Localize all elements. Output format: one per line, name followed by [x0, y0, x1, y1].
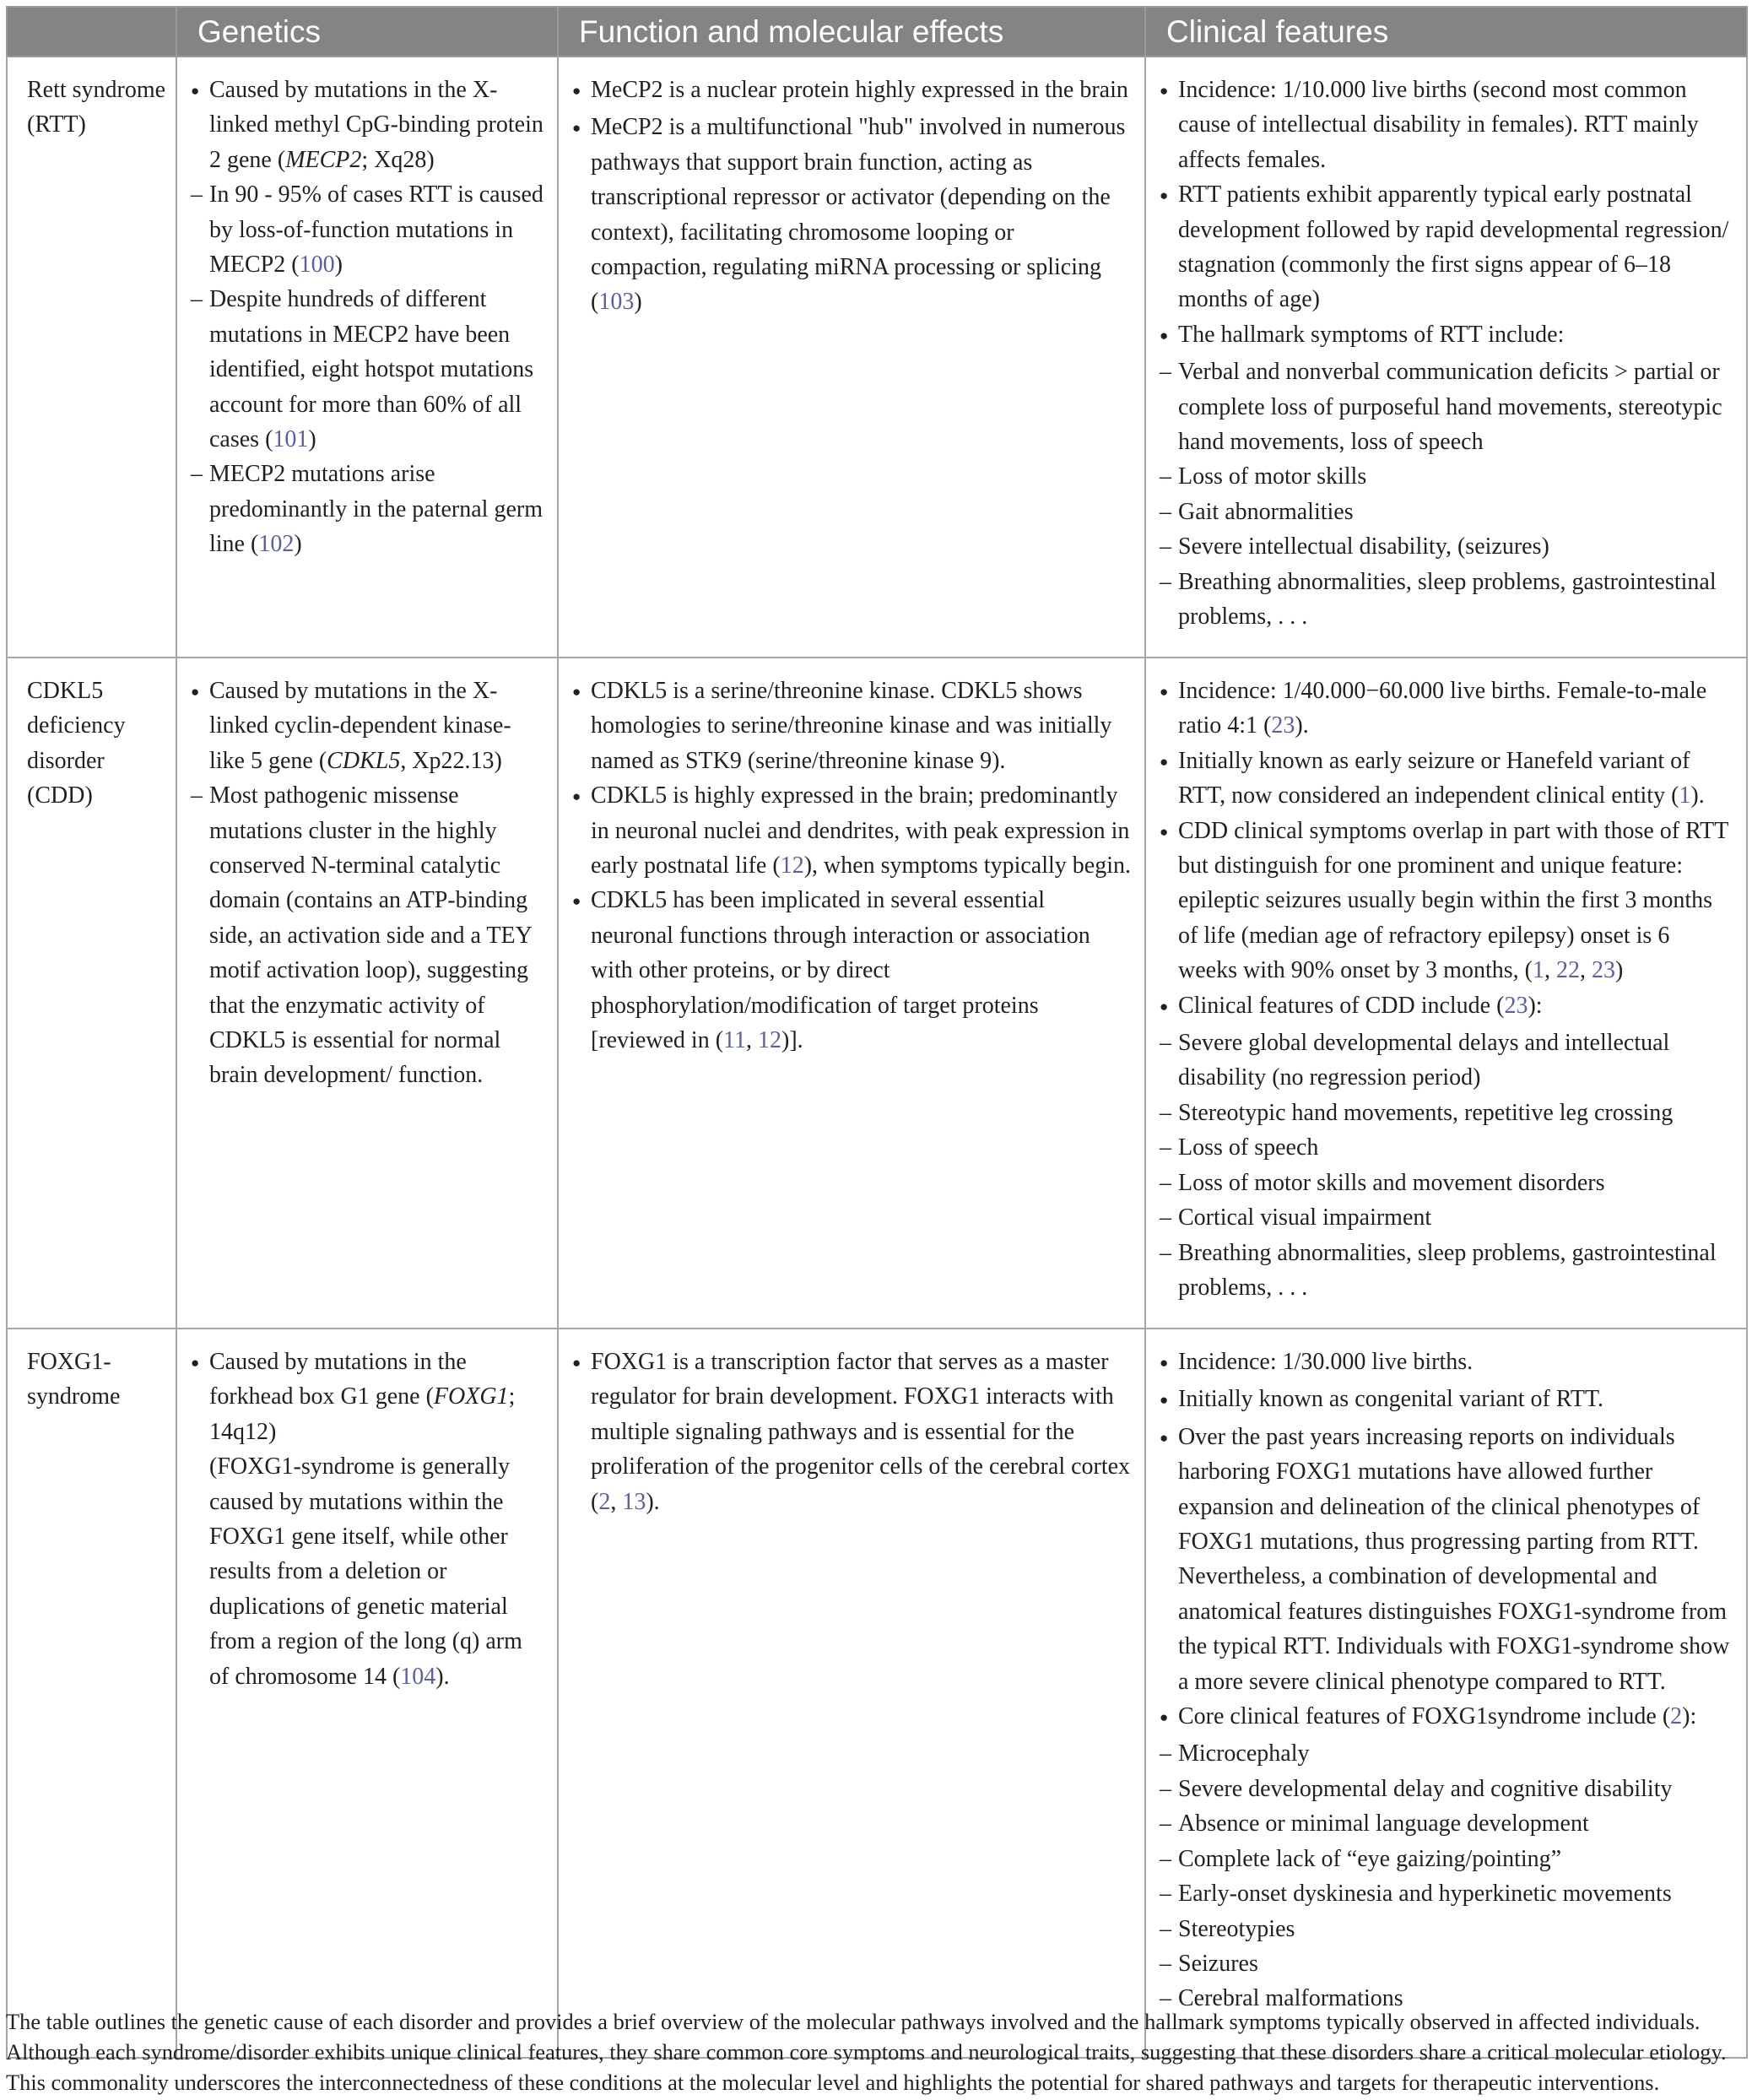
bullet-marker: ●: [572, 893, 581, 910]
list-item-text: Caused by mutations in the X-linked methyl CpG-binding protein 2 gene (MECP2; Xq28): [209, 77, 543, 173]
indent-spacer: [191, 1449, 209, 1694]
citation-link[interactable]: 104: [400, 1663, 436, 1690]
list-item: [191, 282, 543, 457]
bullet-marker: ●: [1160, 753, 1169, 770]
dash-marker: –: [1160, 463, 1171, 490]
citation-link[interactable]: 2: [598, 1488, 611, 1515]
bullet-marker: ●: [1160, 998, 1169, 1015]
clinical-cell: [1145, 1329, 1747, 2058]
citation-link[interactable]: 13: [622, 1488, 646, 1515]
dash-marker: –: [1160, 1204, 1171, 1231]
list-item-text: CDKL5 has been implicated in several essential neuronal functions through interaction or association with other proteins, or by direct phosphorylation/modification of target proteins [reviewed in (11, 12)].: [591, 887, 1090, 1054]
list-item: [1160, 565, 1733, 635]
genetics-cell: [176, 658, 558, 1329]
list-item: [1160, 1842, 1733, 1876]
dash-marker: –: [1160, 1775, 1171, 1802]
table-row-foxg1: [7, 1329, 1747, 2058]
list-item-text: CDD clinical symptoms overlap in part with those of RTT but distinguish for one prominent and unique feature: epileptic seizures usually begin within the first 3 months of life (median age of refractory epilepsy) onset is 6 weeks with 90% onset by 3 months, (1, 22, 23): [1178, 817, 1728, 984]
bullet-marker: ●: [1160, 684, 1169, 700]
list-item-text: Loss of motor skills and movement disorders: [1178, 1169, 1605, 1196]
citation-link[interactable]: 23: [1504, 992, 1528, 1019]
list-item-text: Complete lack of “eye gaizing/pointing”: [1178, 1845, 1562, 1872]
list-item: [1160, 1345, 1733, 1382]
list-item-text: RTT patients exhibit apparently typical early postnatal development followed by rapid developmental regression/ stagnation (commonly the first signs appear of 6–18 months of age): [1178, 181, 1729, 313]
list-item-text: The hallmark symptoms of RTT include:: [1178, 321, 1565, 348]
header-function: Function and molecular effects: [558, 7, 1145, 57]
dash-marker: –: [1160, 1169, 1171, 1196]
dash-marker: –: [1160, 1915, 1171, 1942]
list-item-text: Over the past years increasing reports on individuals harboring FOXG1 mutations have allowed further expansion and delineation of the clinical phenotypes of FOXG1 mutations, thus progressing parting from RTT. Nevertheless, a combination of developmental and anatomical features distinguishes FOXG1-syndrome from the typical RTT. Individuals with FOXG1-syndrome show a more severe clinical phenotype compared to RTT.: [1178, 1423, 1730, 1695]
list-item-text: Clinical features of CDD include (23):: [1178, 992, 1543, 1019]
list-item-text: FOXG1 is a transcription factor that serves as a master regulator for brain development. FOXG1 interacts with multiple signaling pathways and is essential for the proliferation of the progenitor cells of the cerebral cortex (2, 13).: [591, 1349, 1131, 1515]
bullet-marker: ●: [572, 120, 581, 137]
bullet-marker: ●: [572, 83, 581, 99]
dash-marker: –: [1160, 1030, 1171, 1057]
list-item: [191, 778, 543, 1093]
function-cell: [558, 1329, 1145, 2058]
list-item-text: CDKL5 is a serine/threonine kinase. CDKL5 shows homologies to serine/threonine kinase and was initially named as STK9 (serine/threonine kinase 9).: [591, 678, 1112, 774]
list-item-text: Loss of speech: [1178, 1134, 1319, 1161]
function-cell: [558, 658, 1145, 1329]
list-item-text: MeCP2 is a nuclear protein highly expressed in the brain: [591, 77, 1128, 103]
list-item-text: Caused by mutations in the forkhead box G1 gene (FOXG1; 14q12): [209, 1349, 516, 1445]
dash-marker: –: [1160, 1740, 1171, 1767]
genetics-cell: [176, 1329, 558, 2058]
list-item-text: Early-onset dyskinesia and hyperkinetic movements: [1178, 1881, 1672, 1908]
list-item-text: Stereotypic hand movements, repetitive leg crossing: [1178, 1099, 1674, 1126]
list-item: [1160, 177, 1733, 317]
dash-marker: –: [191, 181, 203, 208]
citation-link[interactable]: 2: [1670, 1703, 1683, 1730]
disorder-name-cell: FOXG1-syndrome: [7, 1329, 176, 2058]
dash-marker: –: [1160, 498, 1171, 525]
citation-link[interactable]: 12: [780, 852, 804, 880]
bullet-marker: ●: [572, 684, 581, 700]
list-item: [1160, 814, 1733, 988]
list-item: [1160, 1130, 1733, 1165]
table-row-cdd: [7, 658, 1747, 1329]
list-item: [1160, 1876, 1733, 1911]
dash-marker: –: [191, 461, 203, 488]
list-item: [191, 457, 543, 561]
list-item-text: Incidence: 1/10.000 live births (second most common cause of intellectual disability in females). RTT mainly affects females.: [1178, 77, 1699, 173]
list-item: [191, 73, 543, 177]
list-item-text: Incidence: 1/30.000 live births.: [1178, 1349, 1474, 1375]
list-item: [1160, 1736, 1733, 1771]
list-item: [1160, 1946, 1733, 1981]
bullet-marker: ●: [191, 1355, 200, 1371]
list-item: [572, 73, 1131, 110]
list-item-text: Gait abnormalities: [1178, 498, 1354, 525]
citation-link[interactable]: 100: [299, 252, 335, 279]
bullet-marker: ●: [1160, 83, 1169, 99]
list-item-text: Severe intellectual disability, (seizures): [1178, 533, 1549, 560]
list-item-text: (FOXG1-syndrome is generally caused by mutations within the FOXG1 gene itself, while other results from a deletion or duplications of genetic material from a region of the long (q) arm of chromosome 14 (104).: [209, 1453, 522, 1690]
table-footnote: The table outlines the genetic cause of each disorder and provides a brief overview of the molecular pathways involved and the hallmark symptoms typically observed in affected individuals. Although each syndrome/disorder exhibits unique clinical features, they share common core symptoms and neurological traits, suggesting that these disorders share a critical molecular etiology. This commonality underscores the interconnectedness of these conditions at the molecular level and highlights the potential for shared pathways and targets for therapeutic interventions.: [6, 2009, 1727, 2095]
function-cell: [558, 57, 1145, 658]
list-item: [1160, 1236, 1733, 1306]
genetics-cell: [176, 57, 558, 658]
disorder-comparison-table: [6, 6, 1748, 2059]
citation-link[interactable]: 103: [598, 289, 635, 316]
list-item: [1160, 1382, 1733, 1419]
list-item: [1160, 317, 1733, 355]
dash-marker: –: [1160, 1950, 1171, 1977]
list-item: [191, 674, 543, 778]
comparison-table-container: [6, 6, 1746, 2059]
header-row: [7, 7, 1747, 57]
list-item-text: Initially known as congenital variant of RTT.: [1178, 1386, 1603, 1413]
bullet-marker: ●: [1160, 327, 1169, 344]
dash-marker: –: [191, 782, 203, 809]
list-item: [191, 177, 543, 282]
bullet-marker: ●: [191, 684, 200, 700]
list-item: [572, 1345, 1131, 1519]
citation-link[interactable]: 101: [273, 426, 309, 453]
bullet-marker: ●: [1160, 1392, 1169, 1409]
list-item-text: Seizures: [1178, 1950, 1258, 1977]
list-item-text: Severe global developmental delays and intellectual disability (no regression period): [1178, 1030, 1670, 1091]
clinical-cell: [1145, 57, 1747, 658]
list-item: [1160, 1166, 1733, 1200]
list-item: [191, 1345, 543, 1449]
bullet-marker: ●: [572, 1355, 581, 1371]
citation-link[interactable]: 23: [1591, 957, 1615, 984]
bullet-marker: ●: [1160, 1355, 1169, 1371]
list-item-text: Initially known as early seizure or Hanefeld variant of RTT, now considered an independent clinical entity (1).: [1178, 747, 1705, 809]
list-item: [1160, 529, 1733, 564]
list-item-text: Most pathogenic missense mutations cluster in the highly conserved N-terminal catalytic domain (contains an ATP-binding side, an activation side and a TEY motif activation loop), suggesting that the enzymatic activity of CDKL5 is essential for normal brain development/ function.: [209, 782, 532, 1089]
dash-marker: –: [1160, 1845, 1171, 1872]
header-disorder: [7, 7, 176, 57]
list-item: [191, 1449, 543, 1694]
dash-marker: –: [191, 286, 203, 313]
table-row-rtt: [7, 57, 1747, 658]
citation-link[interactable]: 102: [258, 531, 295, 558]
bullet-marker: ●: [1160, 823, 1169, 840]
gene-name: FOXG1: [433, 1383, 509, 1410]
dash-marker: –: [1160, 1239, 1171, 1266]
list-item: [1160, 1026, 1733, 1096]
citation-link[interactable]: 1: [1532, 957, 1544, 984]
list-item-text: Cortical visual impairment: [1178, 1204, 1432, 1231]
list-item: [1160, 1420, 1733, 1699]
list-item-text: Stereotypies: [1178, 1915, 1295, 1942]
list-item: [572, 674, 1131, 778]
citation-link[interactable]: 11: [723, 1027, 747, 1054]
list-item: [1160, 744, 1733, 814]
list-item-text: Severe developmental delay and cognitive disability: [1178, 1775, 1673, 1802]
list-item: [572, 778, 1131, 883]
dash-marker: –: [1160, 1985, 1171, 2012]
list-item: [1160, 1699, 1733, 1736]
gene-name: MECP2: [285, 146, 362, 173]
list-item-text: MECP2 mutations arise predominantly in the paternal germ line (102): [209, 461, 543, 558]
list-item: [1160, 495, 1733, 529]
list-item: [1160, 674, 1733, 744]
bullet-marker: ●: [1160, 1429, 1169, 1446]
bullet-marker: ●: [1160, 1709, 1169, 1726]
bullet-marker: ●: [191, 83, 200, 99]
disorder-name-cell: Rett syndrome (RTT): [7, 57, 176, 658]
list-item-text: Absence or minimal language development: [1178, 1810, 1589, 1838]
header-clinical: Clinical features: [1145, 7, 1747, 57]
list-item: [1160, 73, 1733, 177]
list-item: [1160, 1096, 1733, 1130]
list-item-text: Cerebral malformations: [1178, 1985, 1403, 2012]
list-item: [1160, 1806, 1733, 1841]
list-item-text: Caused by mutations in the X-linked cyclin-dependent kinase-like 5 gene (CDKL5, Xp22.13): [209, 678, 511, 774]
clinical-cell: [1145, 658, 1747, 1329]
list-item-text: Breathing abnormalities, sleep problems, gastrointestinal problems, . . .: [1178, 568, 1717, 631]
list-item-text: Breathing abnormalities, sleep problems, gastrointestinal problems, . . .: [1178, 1239, 1717, 1301]
dash-marker: –: [1160, 1881, 1171, 1908]
list-item: [1160, 1912, 1733, 1946]
list-item: [1160, 459, 1733, 494]
list-item-text: In 90 - 95% of cases RTT is caused by loss-of-function mutations in MECP2 (100): [209, 181, 543, 279]
citation-link[interactable]: 12: [758, 1027, 782, 1054]
citation-link[interactable]: 22: [1555, 957, 1580, 984]
dash-marker: –: [1160, 1134, 1171, 1161]
list-item-text: MeCP2 is a multifunctional "hub" involved in numerous pathways that support brain function, acting as transcriptional repressor or activator (depending on the context), facilitating chromosome looping or compaction, regulating miRNA processing or splicing (103): [591, 114, 1126, 316]
disorder-name-cell: CDKL5 deficiency disorder (CDD): [7, 658, 176, 1329]
gene-name: CDKL5: [327, 747, 401, 774]
list-item: [1160, 1772, 1733, 1806]
dash-marker: –: [1160, 533, 1171, 560]
dash-marker: –: [1160, 568, 1171, 595]
bullet-marker: ●: [1160, 187, 1169, 204]
dash-marker: –: [1160, 1099, 1171, 1126]
list-item: [1160, 1200, 1733, 1235]
citation-link[interactable]: 23: [1271, 712, 1295, 739]
bullet-marker: ●: [572, 788, 581, 805]
list-item-text: Core clinical features of FOXG1syndrome include (2):: [1178, 1703, 1697, 1730]
list-item: [572, 110, 1131, 319]
list-item: [572, 883, 1131, 1058]
dash-marker: –: [1160, 1810, 1171, 1838]
citation-link[interactable]: 1: [1679, 782, 1691, 809]
dash-marker: –: [1160, 359, 1171, 386]
list-item-text: Despite hundreds of different mutations in MECP2 have been identified, eight hotspot mutations account for more than 60% of all cases (101): [209, 286, 534, 453]
header-genetics: Genetics: [176, 7, 558, 57]
list-item: [1160, 355, 1733, 459]
list-item-text: Microcephaly: [1178, 1740, 1310, 1767]
list-item-text: Loss of motor skills: [1178, 463, 1367, 490]
list-item: [1160, 988, 1733, 1026]
list-item-text: CDKL5 is highly expressed in the brain; predominantly in neuronal nuclei and dendrites, with peak expression in early postnatal life (12), when symptoms typically begin.: [591, 782, 1131, 880]
list-item-text: Incidence: 1/40.000−60.000 live births. Female-to-male ratio 4:1 (23).: [1178, 678, 1707, 739]
list-item-text: Verbal and nonverbal communication deficits > partial or complete loss of purposeful hand movements, stereotypic hand movements, loss of speech: [1178, 359, 1722, 456]
